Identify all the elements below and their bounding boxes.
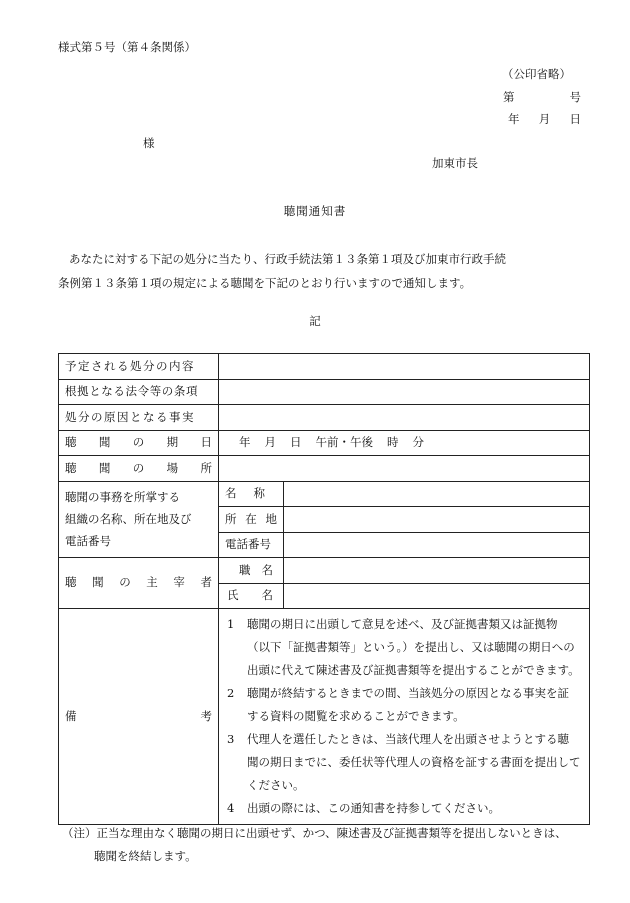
table-row bbox=[59, 379, 590, 405]
row-label-planned-disposition: 予定される処分の内容 bbox=[59, 354, 219, 380]
document-number-line bbox=[503, 92, 581, 104]
form-number: 様式第５号（第４条関係） bbox=[58, 40, 196, 54]
footnote-line-2: 聴聞を終結します。 bbox=[94, 849, 197, 863]
table-row bbox=[59, 405, 590, 431]
table-row bbox=[59, 354, 590, 380]
remark-note: 3 代理人を選任したときは、当該代理人を出頭させようとする聴 聞の期日までに、委任状等代理人の資格を証する書面を提出して ください。 bbox=[227, 732, 581, 792]
addressee-suffix: 様 bbox=[143, 136, 155, 150]
hearing-place-value bbox=[219, 456, 590, 482]
presider-name-value bbox=[284, 583, 590, 609]
notice-body bbox=[58, 247, 582, 295]
cause-facts-value bbox=[219, 405, 590, 431]
notice-body-line-2: 条例第１３条第１項の規定による聴聞を下記のとおり行いますので通知します。 bbox=[58, 276, 472, 290]
date-day: 日 bbox=[569, 112, 581, 126]
planned-disposition-value bbox=[219, 354, 590, 380]
table-row bbox=[59, 430, 590, 456]
table-row bbox=[59, 456, 590, 482]
presider-title-value bbox=[284, 558, 590, 584]
notice-body-line-1: あなたに対する下記の処分に当たり、行政手続法第１３条第１項及び加東市行政手続 bbox=[69, 252, 506, 266]
remarks-notes bbox=[219, 609, 590, 825]
row-label-hearing-place: 聴 聞 の 場 所 bbox=[59, 456, 219, 482]
document-title: 聴聞通知書 bbox=[283, 204, 347, 218]
issue-date-line bbox=[508, 114, 581, 126]
office-address-value bbox=[284, 507, 590, 533]
ki-heading: 記 bbox=[309, 314, 321, 328]
presider-sub-label-title: 職 名 bbox=[219, 558, 284, 584]
seal-omitted-note: （公印省略） bbox=[502, 67, 571, 81]
presider-sub-label-name: 氏 名 bbox=[219, 583, 284, 609]
office-sub-label-address: 所 在 地 bbox=[219, 507, 284, 533]
footnote-line-1: （注）正当な理由なく聴聞の期日に出頭せず、かつ、陳述書及び証拠書類等を提出しないときは、 bbox=[62, 826, 567, 840]
table-row bbox=[59, 481, 590, 507]
date-month: 月 bbox=[538, 112, 551, 126]
office-phone-value bbox=[284, 532, 590, 558]
remark-note: 1 聴聞の期日に出頭して意見を述べ、及び証拠書類又は証拠物 （以下「証拠書類等」という。）を提出し、又は聴聞の期日への 出頭に代えて陳述書及び証拠書類等を提出することができます。 bbox=[227, 617, 580, 677]
remark-note: 4 出頭の際には、この通知書を持参してください。 bbox=[227, 801, 500, 815]
row-label-presider: 聴 聞 の 主 宰 者 bbox=[59, 558, 219, 609]
table-row bbox=[59, 609, 590, 825]
hearing-details-table bbox=[58, 353, 590, 825]
date-year: 年 bbox=[508, 112, 520, 126]
row-label-remarks: 備 考 bbox=[59, 609, 219, 825]
number-suffix: 号 bbox=[569, 90, 581, 104]
footnote bbox=[62, 822, 567, 868]
row-label-cause-facts: 処分の原因となる事実 bbox=[59, 405, 219, 431]
table-row bbox=[59, 558, 590, 584]
office-sub-label-name: 名 称 bbox=[219, 481, 284, 507]
row-label-hearing-date: 聴 聞 の 期 日 bbox=[59, 430, 219, 456]
office-name-value bbox=[284, 481, 590, 507]
row-label-legal-basis: 根拠となる法令等の条項 bbox=[59, 379, 219, 405]
number-prefix: 第 bbox=[503, 90, 515, 104]
legal-basis-value bbox=[219, 379, 590, 405]
office-sub-label-phone: 電話番号 bbox=[219, 532, 284, 558]
issuer-name: 加東市長 bbox=[432, 156, 478, 170]
hearing-date-value: 年 月 日 午前・午後 時 分 bbox=[219, 430, 590, 456]
row-label-hearing-office: 聴聞の事務を所掌する 組織の名称、所在地及び 電話番号 bbox=[59, 481, 219, 558]
remark-note: 2 聴聞が終結するときまでの間、当該処分の原因となる事実を証 する資料の閲覧を求めることができます。 bbox=[227, 686, 569, 723]
